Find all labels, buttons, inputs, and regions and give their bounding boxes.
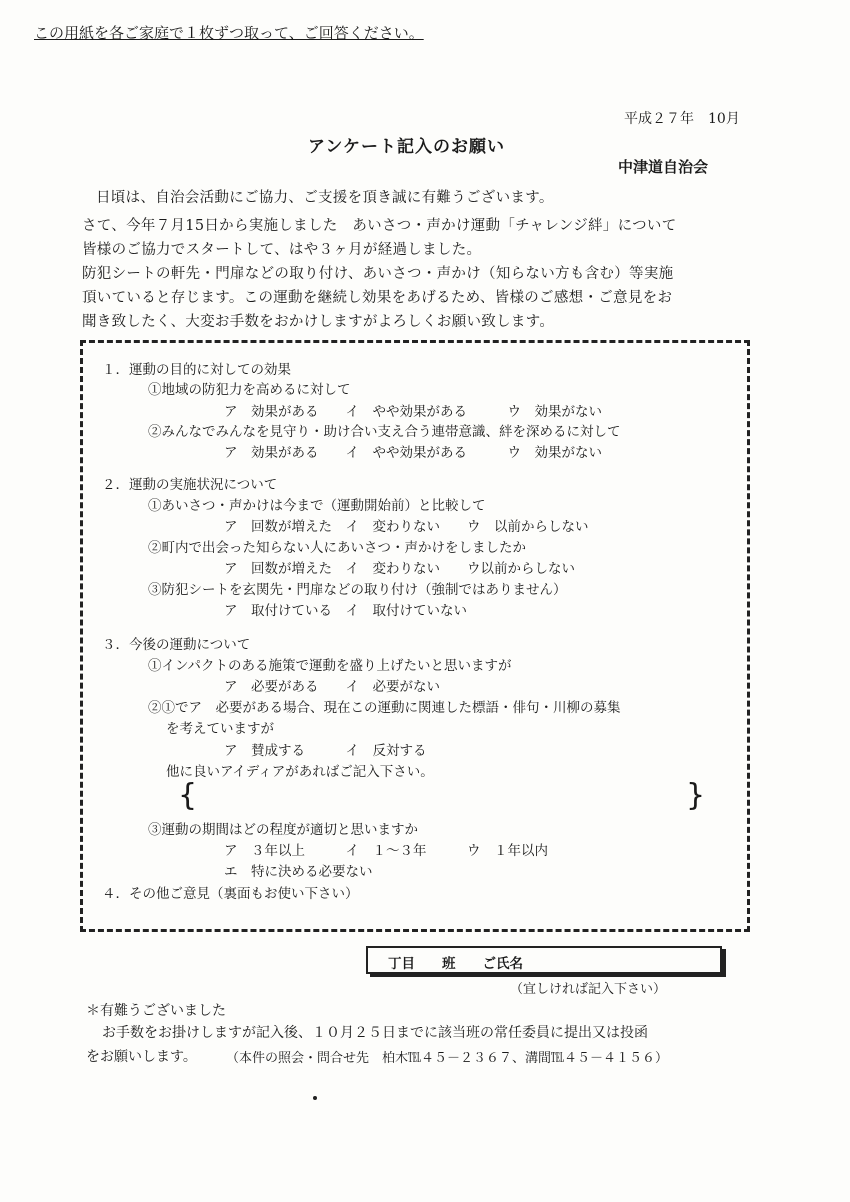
issue-date: 平成２７年 10月: [624, 111, 740, 127]
question-1-sub1: ①地域の防犯力を高めるに対して: [148, 382, 351, 398]
organization-name: 中津道自治会: [618, 158, 709, 176]
name-entry-label: 丁目 班 ご氏名: [388, 956, 523, 972]
question-3-sub3-options-2[interactable]: エ 特に決める必要ない: [224, 864, 373, 880]
question-3-sub1: ①インパクトのある施策で運動を盛り上げたいと思いますが: [148, 658, 512, 674]
question-3-sub3-options[interactable]: ア ３年以上 イ １～３年 ウ １年以内: [224, 843, 548, 859]
intro-line: さて、今年７月15日から実施しました あいさつ・声かけ運動「チャレンジ絆」について: [82, 218, 677, 234]
idea-brace-open: {: [178, 778, 198, 813]
contact-info: （本件の照会・問合せ先 柏木℡４５－２３６７、溝間℡４５－４１５６）: [226, 1051, 669, 1066]
name-entry-note: （宜しければ記入下さい）: [510, 982, 667, 997]
thanks-note: ＊有難うございました: [86, 1003, 226, 1019]
footer-line: お手数をお掛けしますが記入後、１０月２５日までに該当班の常任委員に提出又は投函: [102, 1025, 648, 1041]
idea-answer-area[interactable]: [196, 786, 680, 816]
question-2-sub2-options[interactable]: ア 回数が増えた イ 変わりない ウ以前からしない: [224, 561, 575, 577]
document-title: アンケート記入のお願い: [308, 137, 505, 157]
question-3-sub3: ③運動の期間はどの程度が適切と思いますか: [148, 822, 418, 838]
question-2-sub3-options[interactable]: ア 取付けている イ 取付けていない: [224, 603, 467, 619]
intro-line: 皆様のご協力でスタートして、はや３ヶ月が経過しました。: [82, 242, 482, 258]
footer-line: をお願いします。: [86, 1049, 197, 1065]
question-1-title: １．運動の目的に対しての効果: [102, 362, 291, 378]
name-entry-box[interactable]: [366, 946, 722, 974]
question-4-title: ４．その他ご意見（裏面もお使い下さい）: [102, 886, 359, 902]
question-2-sub1: ①あいさつ・声かけは今まで（運動開始前）と比較して: [148, 498, 486, 514]
idea-prompt: 他に良いアイディアがあればご記入下さい。: [166, 764, 434, 780]
intro-line: 頂いていると存じます。この運動を継続し効果をあげるため、皆様のご感想・ご意見をお: [82, 290, 673, 306]
intro-line: 日頃は、自治会活動にご協力、ご支援を頂き誠に有難うございます。: [96, 190, 554, 206]
question-3-sub2-cont: を考えていますが: [166, 721, 274, 737]
scan-speck: [313, 1096, 317, 1100]
intro-line: 防犯シートの軒先・門扉などの取り付け、あいさつ・声かけ（知らない方も含む）等実施: [82, 266, 674, 282]
intro-line: 聞き致したく、大変お手数をおかけしますがよろしくお願い致します。: [82, 314, 555, 330]
question-3-title: ３．今後の運動について: [102, 637, 251, 653]
question-2-sub1-options[interactable]: ア 回数が増えた イ 変わりない ウ 以前からしない: [224, 519, 589, 535]
question-3-sub2-options[interactable]: ア 賛成する イ 反対する: [224, 743, 427, 759]
question-1-sub2-options[interactable]: ア 効果がある イ やや効果がある ウ 効果がない: [224, 445, 602, 461]
idea-brace-close: }: [686, 778, 706, 813]
question-1-sub1-options[interactable]: ア 効果がある イ やや効果がある ウ 効果がない: [224, 404, 602, 420]
question-3-sub1-options[interactable]: ア 必要がある イ 必要がない: [224, 679, 440, 695]
question-2-sub3: ③防犯シートを玄関先・門扉などの取り付け（強制ではありません）: [148, 582, 567, 598]
question-3-sub2: ②①でア 必要がある場合、現在この運動に関連した標語・俳句・川柳の募集: [148, 700, 621, 716]
question-1-sub2: ②みんなでみんなを見守り・助け合い支え合う連帯意識、絆を深めるに対して: [148, 424, 621, 440]
question-2-title: ２．運動の実施状況について: [102, 477, 278, 493]
question-2-sub2: ②町内で出会った知らない人にあいさつ・声かけをしましたか: [148, 540, 526, 556]
instruction-note: この用紙を各ご家庭で１枚ずつ取って、ご回答ください。: [34, 24, 424, 42]
